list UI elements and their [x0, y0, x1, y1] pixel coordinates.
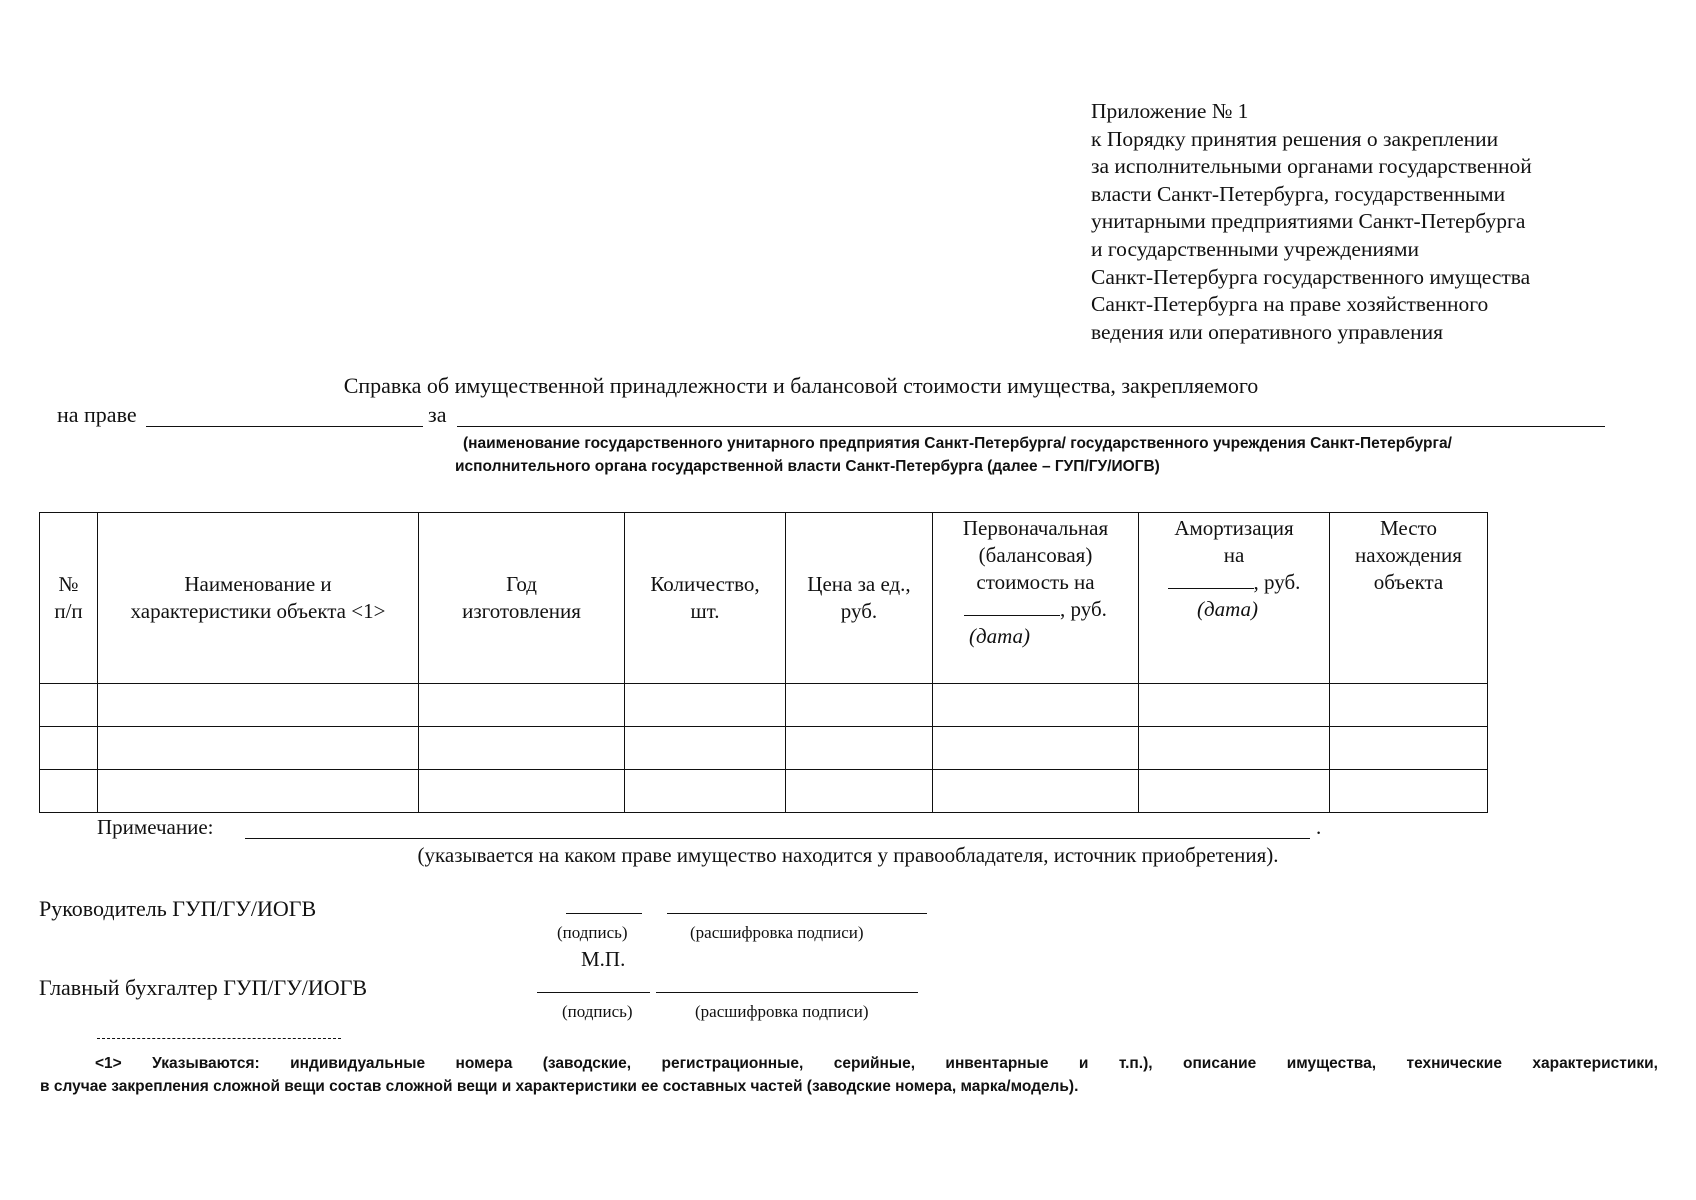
organization-field[interactable]: [457, 426, 1605, 427]
appendix-line: за исполнительными органами государственной: [1091, 154, 1532, 179]
note-label: Примечание:: [97, 815, 214, 839]
table-header-row: [40, 513, 1488, 684]
appendix-line: власти Санкт-Петербурга, государственными: [1091, 181, 1506, 206]
na-prave-label: на праве: [57, 402, 137, 427]
header-price-line: руб.: [840, 599, 878, 623]
amort-date-blank[interactable]: [1168, 570, 1254, 589]
appendix-line: ведения или оперативного управления: [1091, 319, 1443, 344]
header-quantity: [625, 513, 786, 684]
header-name-line: Наименование и: [184, 572, 332, 596]
header-number-line: п/п: [54, 599, 83, 623]
table-cell[interactable]: [98, 727, 419, 770]
organization-hint-2: исполнительного органа государственной власти Санкт-Петербурга (далее – ГУП/ГУ/ИОГВ): [455, 458, 1160, 475]
head-signature-field[interactable]: [566, 913, 642, 914]
table-cell[interactable]: [419, 727, 625, 770]
footnote: [40, 1052, 1658, 1098]
header-year: [419, 513, 625, 684]
table-cell[interactable]: [1330, 684, 1488, 727]
table-row: [40, 684, 1488, 727]
za-label: за: [428, 402, 447, 427]
head-decode-field[interactable]: [667, 913, 927, 914]
table-cell[interactable]: [933, 727, 1139, 770]
table-cell[interactable]: [786, 770, 933, 813]
header-initial-line: стоимость на: [976, 570, 1095, 594]
table-cell[interactable]: [40, 727, 98, 770]
table-cell[interactable]: [1330, 727, 1488, 770]
header-amort-line: Амортизация: [1174, 516, 1294, 540]
appendix-line: и государственными учреждениями: [1091, 236, 1419, 261]
header-quantity-line: Количество,: [650, 572, 760, 596]
stamp-mark: М.П.: [581, 947, 626, 971]
header-location: [1330, 513, 1488, 684]
chief-signature-field[interactable]: [537, 992, 650, 993]
note-field[interactable]: [245, 838, 1310, 839]
chief-sign-hint: (подпись): [562, 1002, 633, 1021]
table-cell[interactable]: [1330, 770, 1488, 813]
header-year-line: Год: [506, 572, 537, 596]
head-decode-hint: (расшифровка подписи): [690, 923, 864, 942]
footnote-line-1: <1> Указываются: индивидуальные номера (заводские, регистрационные, серийные, инвентарные и т.п.), описание имущества, технические характеристики,: [95, 1055, 1658, 1072]
header-price-line: Цена за ед.,: [807, 572, 911, 596]
header-price: [786, 513, 933, 684]
table-cell[interactable]: [625, 770, 786, 813]
header-initial-cost: [933, 513, 1139, 684]
table-row: [40, 727, 1488, 770]
footnote-separator: [97, 1038, 341, 1039]
table-cell[interactable]: [933, 770, 1139, 813]
table-cell[interactable]: [1139, 727, 1330, 770]
table-row: [40, 770, 1488, 813]
header-quantity-line: шт.: [690, 599, 720, 623]
header-name: [98, 513, 419, 684]
footnote-line-2: в случае закрепления сложной вещи состав сложной вещи и характеристики ее составных частей (заводские номера, марка/модель).: [40, 1078, 1079, 1095]
header-number-line: №: [58, 572, 79, 596]
appendix-line: к Порядку принятия решения о закреплении: [1091, 126, 1499, 151]
table-cell[interactable]: [786, 684, 933, 727]
header-initial-date: (дата): [969, 624, 1031, 648]
head-sign-hint: (подпись): [557, 923, 628, 942]
header-amort-line: , руб.: [1253, 570, 1301, 594]
table-cell[interactable]: [625, 684, 786, 727]
table-cell[interactable]: [419, 770, 625, 813]
appendix-line: Приложение № 1: [1091, 99, 1249, 123]
header-amort-line: на: [1223, 543, 1245, 567]
initial-date-blank[interactable]: [964, 597, 1060, 616]
right-type-field[interactable]: [146, 426, 423, 427]
header-location-line: нахождения: [1355, 543, 1462, 567]
table-cell[interactable]: [40, 770, 98, 813]
header-initial-line: Первоначальная: [962, 516, 1109, 540]
table-cell[interactable]: [98, 770, 419, 813]
chief-decode-field[interactable]: [656, 992, 918, 993]
table-cell[interactable]: [98, 684, 419, 727]
note-end-dot: .: [1316, 815, 1322, 839]
header-amortization: [1139, 513, 1330, 684]
table-cell[interactable]: [1139, 770, 1330, 813]
header-year-line: изготовления: [462, 599, 581, 623]
table-cell[interactable]: [1139, 684, 1330, 727]
note-hint: (указывается на каком праве имущество находится у правообладателя, источник приобретения).: [417, 843, 1279, 867]
header-number: [40, 513, 98, 684]
appendix-line: Санкт-Петербурга государственного имущества: [1091, 264, 1531, 289]
header-location-line: Место: [1380, 516, 1437, 540]
table-cell[interactable]: [625, 727, 786, 770]
table-cell[interactable]: [786, 727, 933, 770]
property-table: [39, 512, 1488, 813]
table-cell[interactable]: [419, 684, 625, 727]
appendix-line: Санкт-Петербурга на праве хозяйственного: [1091, 292, 1489, 317]
header-amort-date: (дата): [1197, 597, 1259, 621]
appendix-header: [1091, 98, 1532, 346]
chief-accountant-label: Главный бухгалтер ГУП/ГУ/ИОГВ: [39, 975, 368, 1000]
header-initial-line: , руб.: [1060, 597, 1107, 621]
header-initial-line: (балансовая): [978, 543, 1093, 567]
chief-decode-hint: (расшифровка подписи): [695, 1002, 869, 1021]
header-name-line: характеристики объекта <1>: [130, 599, 386, 623]
table-cell[interactable]: [40, 684, 98, 727]
head-label: Руководитель ГУП/ГУ/ИОГВ: [39, 896, 317, 921]
appendix-line: унитарными предприятиями Санкт-Петербурга: [1091, 209, 1526, 234]
document-title-text: Справка об имущественной принадлежности и балансовой стоимости имущества, закрепляемого: [343, 373, 1259, 398]
header-location-line: объекта: [1373, 570, 1444, 594]
table-cell[interactable]: [933, 684, 1139, 727]
document-title: [0, 373, 1696, 399]
organization-hint-1: (наименование государственного унитарного предприятия Санкт-Петербурга/ государственного учреждения Санкт-Петербурга/: [463, 435, 1452, 452]
